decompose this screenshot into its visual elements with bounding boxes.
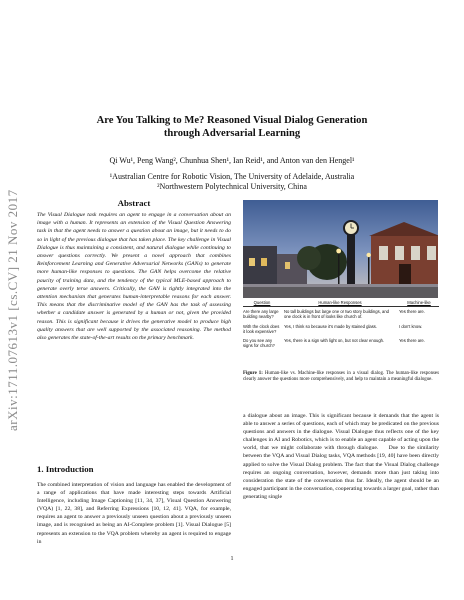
abstract-heading: Abstract [117,198,151,208]
table-row [243,309,439,319]
abstract-text: The Visual Dialogue task requires an agent to engage in a conversation about an image with a human. It represents an extension of the Visual Question Answering task in that the agent needs to answer a question about an image, but it needs to do so in light of the previous dialogue that has taken place. The key challenge in Visual Dialogue is thus maintaining a consistent, and natural dialogue while continuing to answer questions correctly. We present a novel approach that combines Reinforcement Learning and Generative Adversarial Networks (GANs) to generate more human-like responses to questions. The GAN helps overcome the relative paucity of training data, and the tendency of the typical MLE-based approach to generate overly terse answers. Critically, the GAN is tightly integrated into the attention mechanism that generates human-interpretable reasons for each answer. This means that the discriminative model of the GAN has the task of assessing whether a candidate answer is generated by a human or not, given the provided reason. This is significant because it drives the generative model to produce high quality answers that are well supported by the associated reasoning. The method also generates the state-of-the-art results on the primary benchmark. [37,212,231,342]
figure-dialog-table [243,300,439,352]
column-header-human-like: Human-like Responses [318,300,362,305]
machine-response-cell: Yes there are. [399,309,425,315]
page-number: 1 [230,556,234,562]
figure-caption [243,371,439,383]
street-scene-illustration [243,200,438,298]
table-row [243,338,439,348]
title-line-1: Are You Talking to Me? Reasoned Visual Dialog Generation [96,115,368,126]
column-header-machine-like: Machine-like [407,300,431,305]
human-response-cell: No tall buildings but large one or two story buildings, and one clock is in front of looks like church of. [284,309,389,320]
paper-title [0,114,464,140]
machine-response-cell: Yes there are. [399,338,425,344]
table-row [243,324,439,334]
introduction-text-right: a dialogue about an image. This is significant because it demands that the agent is able to answer a series of questions, each of which may be predicated on the previous questions and answers in the dialogue. Visual Dialogue thus reflects one of the key challenges in AI and Robotics, which is to enable an agent capable of acting upon the world, that we might collaborate with through dialogue. Due to the similarity between the VQA and Visual Dialog tasks, VQA methods [19, 40] have been directly applied to solve the Visual Dialog problem. The fact that the Visual Dialog challenge requires an ongoing conversation, however, demands more than just taking into consideration the state of the conversation thus far. Ideally, the agent should be an engaged participant in the conversation, cooperating towards a larger goal, rather than generating single [243,413,439,500]
author-list: Qi Wu¹, Peng Wang², Chunhua Shen¹, Ian Reid¹, and Anton van den Hengel¹ [109,156,355,165]
affiliation-2: ²Northwestern Polytechnical University, China [157,182,307,191]
question-cell: Are there any large building nearby? [243,309,279,320]
question-cell: Do you see any signs for church? [243,338,275,349]
introduction-text-left: The combined interpretation of vision and language has enabled the development of a range of applications that have made interesting steps towards Artificial Intelligence, including Image Captioning [11, 34, 37], Visual Question Answering (VQA) [1, 22, 38], and Referring Expressions [10, 12, 41]. VQA, for example, requires an agent to answer a previously unseen question about a previously unseen image, and is recognised as being an AI-Complete problem [1]. Visual Dialogue [5] represents an extension to the VQA problem whereby an agent is required to engage in [37,482,231,545]
table-header [243,300,439,307]
arxiv-stamp: arXiv:1711.07613v1 [cs.CV] 21 Nov 2017 [5,189,20,431]
caption-label: Figure 1: [243,371,263,376]
title-line-2: through Adversarial Learning [163,128,301,139]
question-cell: With the clock does it look expensive? [243,323,280,334]
figure-photo-church-street [243,200,438,298]
affiliation-1: ¹Australian Centre for Robotic Vision, The University of Adelaide, Australia [109,172,355,181]
introduction-heading: 1. Introduction [37,464,94,474]
human-response-cell: Yes, I think so because it's made by stained glass. [284,323,378,329]
caption-text: Human-like vs. Machine-like responses in a visual dialog. The human-like responses clearly answer the questions more comprehensively, and help to maintain a meaningful dialogue. [243,371,439,383]
column-header-question: Question [253,300,271,305]
machine-response-cell: I don't know. [399,323,423,329]
human-response-cell: Yes, there is a sign with light on, but not clear enough. [284,338,385,344]
